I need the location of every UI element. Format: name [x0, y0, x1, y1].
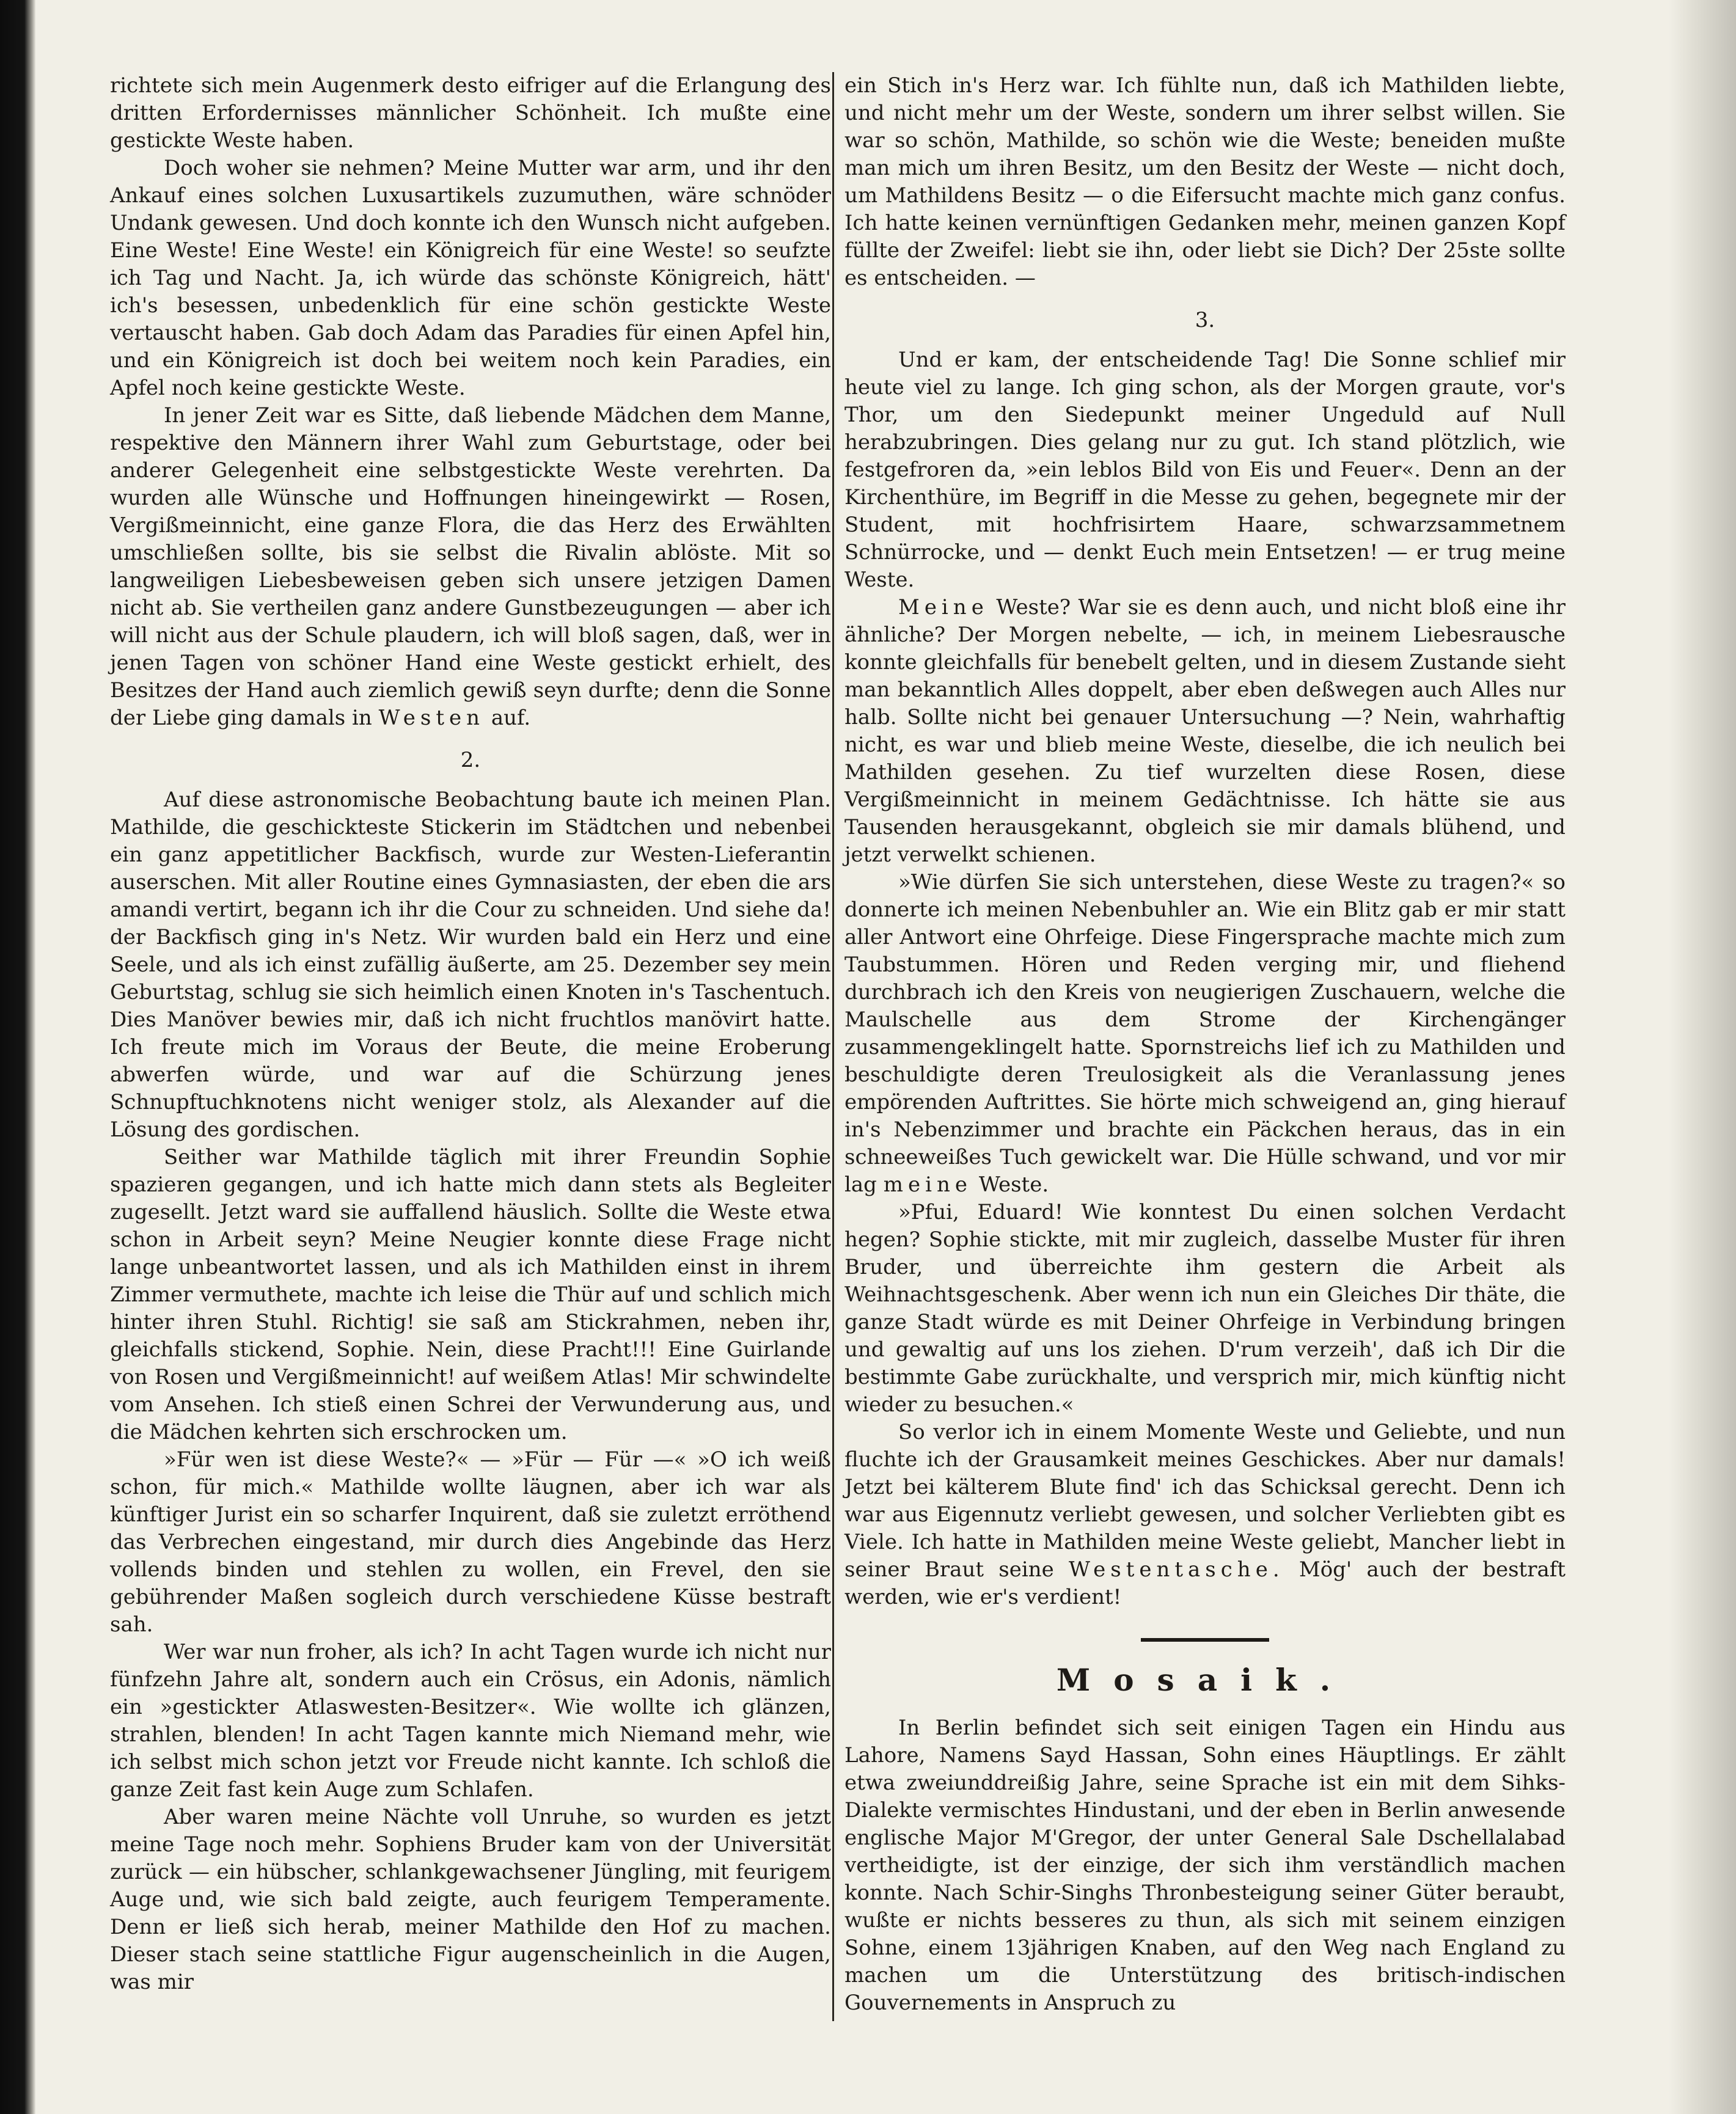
- paragraph: Seither war Mathilde täglich mit ihrer Freundin Sophie spazieren gegangen, und ich hatte mich dann stets als Begleiter zugesellt. Jetzt ward sie auffallend häuslich. Sollte die Weste etwa schon in Arbeit seyn? Meine Neugier konnte diese Frage nicht lange unbeantwortet lassen, und als ich Mathilden einst in ihrem Zimmer vermuthete, machte ich leise die Thür auf und schlich mich hinter ihren Stuhl. Richtig! sie saß am Stickrahmen, neben ihr, gleichfalls stickend, Sophie. Nein, diese Pracht!!! Eine Guirlande von Rosen und Vergißmeinnicht! auf weißem Atlas! Mir schwindelte vom Ansehen. Ich stieß einen Schrei der Verwunderung aus, und die Mädchen kehrten sich erschrocken um.: [110, 1145, 831, 1444]
- section-title: Mosaik.: [1056, 1662, 1354, 1698]
- paragraph-text: In jener Zeit war es Sitte, daß liebende Mädchen dem Manne, respektive den Männern ihrer Wahl zum Geburtstage, oder bei anderer Gelegenheit eine selbstgestickte Weste verehrten. Da wurden alle Wünsche und Hoffnungen hineingewirkt — Rosen, Vergißmeinnicht, eine ganze Flora, die das Herz des Erwählten umschließen sollte, bis sie selbst die Rivalin ablöste. Mit so langweiligen Liebesbeweisen geben sich unsere jetzigen Damen nicht ab. Sie vertheilen ganz andere Gunstbezeugungen — aber ich will nicht aus der Schule plaudern, ich will bloß sagen, daß, wer in jenen Tagen von schöner Hand eine Weste gestickt erhielt, des Besitzes der Hand auch ziemlich gewiß seyn durfte; denn die Sonne der Liebe ging damals in: [110, 403, 831, 730]
- paragraph-text: Weste.: [978, 1172, 1049, 1197]
- newspaper-page: [79, 72, 1601, 2046]
- paragraph: [844, 869, 1566, 1199]
- paragraph: »Für wen ist diese Weste?« — »Für — Für —« »O ich weiß schon, für mich.« Mathilde wollte läugnen, aber ich war als künftiger Jurist ein so scharfer Inquirent, daß sie zuletzt erröthend das Verbrechen eingestand, mir durch dies Angebinde das Herz vollends binden und stehlen zu wollen, ein Frevel, den sie gebührender Maßen sogleich durch verschiedene Küsse bestraft sah.: [110, 1447, 831, 1637]
- paragraph-text: Weste? War sie es denn auch, und nicht bloß eine ihr ähnliche? Der Morgen nebelte, — ich, in meinem Liebesrausche konnte gleichfalls für benebelt gelten, und in diesem Zustande sieht man bekanntlich Alles doppelt, aber eben deßwegen auch Alles nur halb. Sollte nicht bei genauer Untersuchung —? Nein, wahrhaftig nicht, es war und blieb meine Weste, dieselbe, die ich neulich bei Mathilden gesehen. Zu tief wurzelten diese Rosen, diese Vergißmeinnicht in meinem Gedächtnisse. Ich hätte sie aus Tausenden herausgekannt, obgleich sie mir damals blühend, und jetzt verwelkt schienen.: [844, 595, 1566, 867]
- scan-binding-edge: [0, 0, 35, 2114]
- right-column: [844, 72, 1566, 2017]
- scan-page-edge: [1669, 0, 1736, 2114]
- emphasized-word: Westen: [378, 706, 485, 730]
- paragraph: Und er kam, der entscheidende Tag! Die Sonne schlief mir heute viel zu lange. Ich ging schon, als der Morgen graute, vor's Thor, um den Siedepunkt meiner Ungeduld auf Null herabzubringen. Dies gelang nur zu gut. Ich stand plötzlich, wie festgefroren da, »ein leblos Bild von Eis und Feuer«. Denn an der Kirchenthüre, im Begriff in die Messe zu gehen, begegnete mir der Student, mit hochfrisirtem Haare, schwarzsammetnem Schnürrocke, und — denkt Euch mein Entsetzen! — er trug meine Weste.: [844, 348, 1566, 592]
- paragraph-text: So verlor ich in einem Momente Weste und Geliebte, und nun fluchte ich der Grausamkeit meines Geschickes. Aber nur damals! Jetzt bei kälterem Blute find' ich das Schicksal gerecht. Denn ich war aus Eigennutz verliebt gewesen, und solcher Verliebten gibt es Viele. Ich hatte in Mathilden meine Weste geliebt, Mancher liebt in seiner Braut seine: [844, 1420, 1566, 1582]
- paragraph-text: »Wie dürfen Sie sich unterstehen, diese Weste zu tragen?« so donnerte ich meinen Nebenbuhler an. Wie ein Blitz gab er mir statt aller Antwort eine Ohrfeige. Diese Fingersprache machte mich zum Taubstummen. Hören und Reden verging mir, und fliehend durchbrach ich den Kreis von neugierigen Zuschauern, welche die Maulschelle aus dem Strome der Kirchengänger zusammengeklingelt hatte. Spornstreichs lief ich zu Mathilden und beschuldigte deren Treulosigkeit als die Veranlassung jenes empörenden Auftrittes. Sie hörte mich schweigend an, ging hierauf in's Nebenzimmer und brachte ein Päckchen heraus, das in ein schneeweißes Tuch gewickelt war. Die Hülle schwand, und vor mir lag: [844, 870, 1566, 1197]
- paragraph: [844, 1419, 1566, 1611]
- paragraph: [110, 402, 831, 732]
- paragraph: Doch woher sie nehmen? Meine Mutter war arm, und ihr den Ankauf eines solchen Luxusartikels zuzumuthen, wäre schnöder Undank gewesen. Und doch konnte ich den Wunsch nicht aufgeben. Eine Weste! Eine Weste! ein Königreich für eine Weste! so seufzte ich Tag und Nacht. Ja, ich würde das schönste Königreich, hätt' ich's besessen, unbedenklich für eine schön gestickte Weste vertauscht haben. Gab doch Adam das Paradies für einen Apfel hin, und ein Königreich ist doch bei weitem noch kein Paradies, ein Apfel noch keine gestickte Weste.: [110, 156, 831, 400]
- section-number: 3.: [1195, 308, 1215, 332]
- paragraph: In Berlin befindet sich seit einigen Tagen ein Hindu aus Lahore, Namens Sayd Hassan, Sohn eines Häuptlings. Er zählt etwa zweiunddreißig Jahre, seine Sprache ist ein mit dem Sihks-Dialekte vermischtes Hindustani, und der eben in Berlin anwesende englische Major M'Gregor, der unter General Sale Dschellalabad vertheidigte, ist der einzige, der sich ihm verständlich machen konnte. Nach Schir-Singhs Thronbesteigung seiner Güter beraubt, wußte er nichts besseres zu thun, als sich mit seinem einzigen Sohne, einem 13jährigen Knaben, auf den Weg nach England zu machen um die Unterstützung des britisch-indischen Gouvernements in Anspruch zu: [844, 1716, 1566, 2015]
- emphasized-word: meine: [883, 1172, 972, 1197]
- paragraph: ein Stich in's Herz war. Ich fühlte nun, daß ich Mathilden liebte, und nicht mehr um der Weste, sondern um ihrer selbst willen. Sie war so schön, Mathilde, so schön wie die Weste; beneiden mußte man mich um ihren Besitz, um den Besitz der Weste — nicht doch, um Mathildens Besitz — o die Eifersucht machte mich ganz confus. Ich hatte keinen vernünftigen Gedanken mehr, meinen ganzen Kopf füllte der Zweifel: liebt sie ihn, oder liebt sie Dich? Der 25ste sollte es entscheiden. —: [844, 73, 1566, 290]
- paragraph: [844, 594, 1566, 869]
- paragraph: Auf diese astronomische Beobachtung baute ich meinen Plan. Mathilde, die geschickteste Stickerin im Städtchen und nebenbei ein ganz appetitlicher Backfisch, wurde zur Westen-Lieferantin auserschen. Mit aller Routine eines Gymnasiasten, der eben die ars amandi vertirt, begann ich ihr die Cour zu schneiden. Und siehe da! der Backfisch ging in's Netz. Wir wurden bald ein Herz und eine Seele, und als ich einst zufällig äußerte, am 25. Dezember sey mein Geburtstag, schlug sie sich heimlich einen Knoten in's Taschentuch. Dies Manöver bewies mir, daß ich nicht fruchtlos manövirt hatte. Ich freute mich im Voraus der Beute, die meine Eroberung abwerfen würde, und war auf die Schürzung jenes Schnupftuchknotens nicht weniger stolz, als Alexander auf die Lösung des gordischen.: [110, 788, 831, 1142]
- column-divider: [832, 72, 834, 2021]
- left-column: [110, 72, 831, 1996]
- paragraph: Aber waren meine Nächte voll Unruhe, so wurden es jetzt meine Tage noch mehr. Sophiens Bruder kam von der Universität zurück — ein hübscher, schlankgewachsener Jüngling, mit feurigem Auge und, wie sich bald zeigte, auch feurigem Temperamente. Denn er ließ sich herab, meiner Mathilde den Hof zu machen. Dieser stach seine stattliche Figur augenscheinlich in die Augen, was mir: [110, 1805, 831, 1994]
- paragraph: Wer war nun froher, als ich? In acht Tagen wurde ich nicht nur fünfzehn Jahre alt, sondern auch ein Crösus, ein Adonis, nämlich ein »gestickter Atlaswesten-Besitzer«. Wie wollte ich glänzen, strahlen, blenden! In acht Tagen kannte mich Niemand mehr, wie ich selbst mich schon jetzt vor Freude nicht kannte. Ich schloß die ganze Zeit fast kein Auge zum Schlafen.: [110, 1640, 831, 1802]
- paragraph: »Pfui, Eduard! Wie konntest Du einen solchen Verdacht hegen? Sophie stickte, mit mir zugleich, dasselbe Muster für ihren Bruder, und überreichte ihm gestern die Arbeit als Weihnachtsgeschenk. Aber wenn ich nun ein Gleiches Dir thäte, die ganze Stadt würde es mit Deiner Ohrfeige in Verbindung bringen und gewaltig auf uns los ziehen. D'rum verzeih', daß ich Dir die bestimmte Gabe zurückhalte, und versprich mir, mich künftig nicht wieder zu besuchen.«: [844, 1200, 1566, 1417]
- paragraph-text: Mög' auch der bestraft werden, wie er's verdient!: [844, 1557, 1566, 1609]
- paragraph: richtete sich mein Augenmerk desto eifriger auf die Erlangung des dritten Erfordernisses männlicher Schönheit. Ich mußte eine gestickte Weste haben.: [110, 73, 831, 153]
- emphasized-word: Meine: [898, 595, 989, 620]
- emphasized-word: Westentasche.: [1068, 1557, 1284, 1582]
- section-number: 2.: [460, 748, 481, 772]
- paragraph-text: auf.: [491, 706, 531, 730]
- section-rule: [1141, 1638, 1269, 1642]
